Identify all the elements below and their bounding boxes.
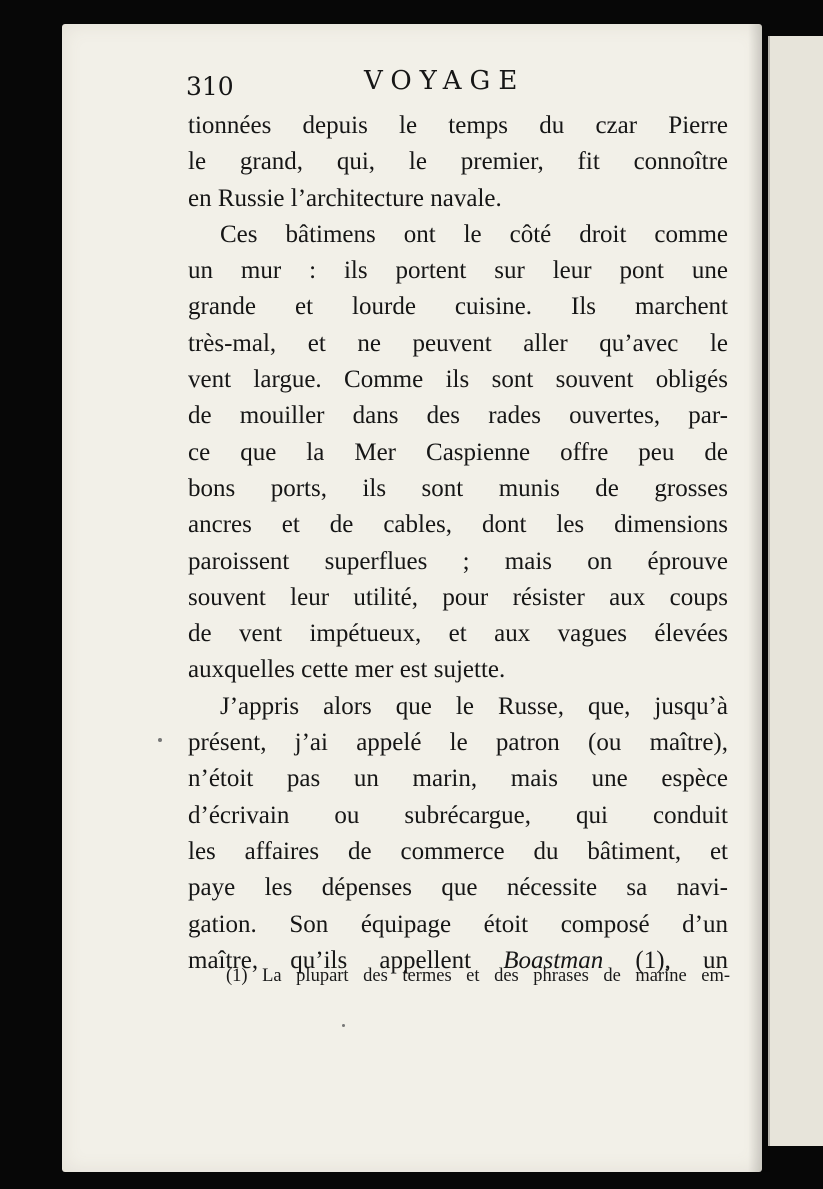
text-line: bons ports, ils sont munis de grosses — [188, 474, 728, 502]
text-line: de vent impétueux, et aux vagues élevées — [188, 620, 728, 648]
text-line: très-mal, et ne peuvent aller qu’avec le — [188, 329, 728, 357]
paragraph-start-line: Ces bâtimens ont le côté droit comme — [220, 220, 728, 248]
text-segment: maître, qu’ils appellent — [188, 946, 504, 974]
page-number: 310 — [186, 72, 234, 101]
text-line: d’écrivain ou subrécargue, qui conduit — [188, 801, 728, 829]
text-line: les affaires de commerce du bâtiment, et — [188, 837, 728, 865]
dust-speck — [342, 1024, 345, 1027]
gutter-shadow — [748, 24, 770, 1172]
paragraph-start-line: J’appris alors que le Russe, que, jusqu’à — [220, 692, 728, 720]
text-line: présent, j’ai appelé le patron (ou maître), — [188, 729, 728, 757]
facing-page-edge — [768, 36, 823, 1146]
footnote: (1) La plupart des termes et des phrases de marine em- — [226, 966, 730, 986]
text-line: auxquelles cette mer est sujette. — [188, 656, 506, 684]
text-line: souvent leur utilité, pour résister aux coups — [188, 583, 728, 611]
text-line: paye les dépenses que nécessite sa navi- — [188, 874, 728, 902]
running-head — [186, 66, 706, 106]
text-line: un mur : ils portent sur leur pont une — [188, 257, 728, 285]
body-text — [188, 108, 728, 979]
text-line: tionnées depuis le temps du czar Pierre — [188, 112, 728, 139]
text-line: paroissent superflues ; mais on éprouve — [188, 547, 728, 575]
text-line: ancres et de cables, dont les dimensions — [188, 511, 728, 539]
text-line: grande et lourde cuisine. Ils marchent — [188, 293, 728, 321]
text-line: de mouiller dans des rades ouvertes, par- — [188, 402, 728, 430]
dust-speck — [158, 738, 162, 742]
text-line: le grand, qui, le premier, fit connoître — [188, 148, 728, 176]
text-line: en Russie l’architecture navale. — [188, 184, 502, 212]
text-line: ce que la Mer Caspienne offre peu de — [188, 438, 728, 466]
running-title: VOYAGE — [364, 66, 526, 96]
text-line: vent largue. Comme ils sont souvent obligés — [188, 366, 728, 394]
text-segment: (1), un — [603, 946, 728, 974]
text-line: gation. Son équipage étoit composé d’un — [188, 910, 728, 938]
italic-term: Boastman — [503, 946, 604, 974]
text-line: n’étoit pas un marin, mais une espèce — [188, 765, 728, 793]
